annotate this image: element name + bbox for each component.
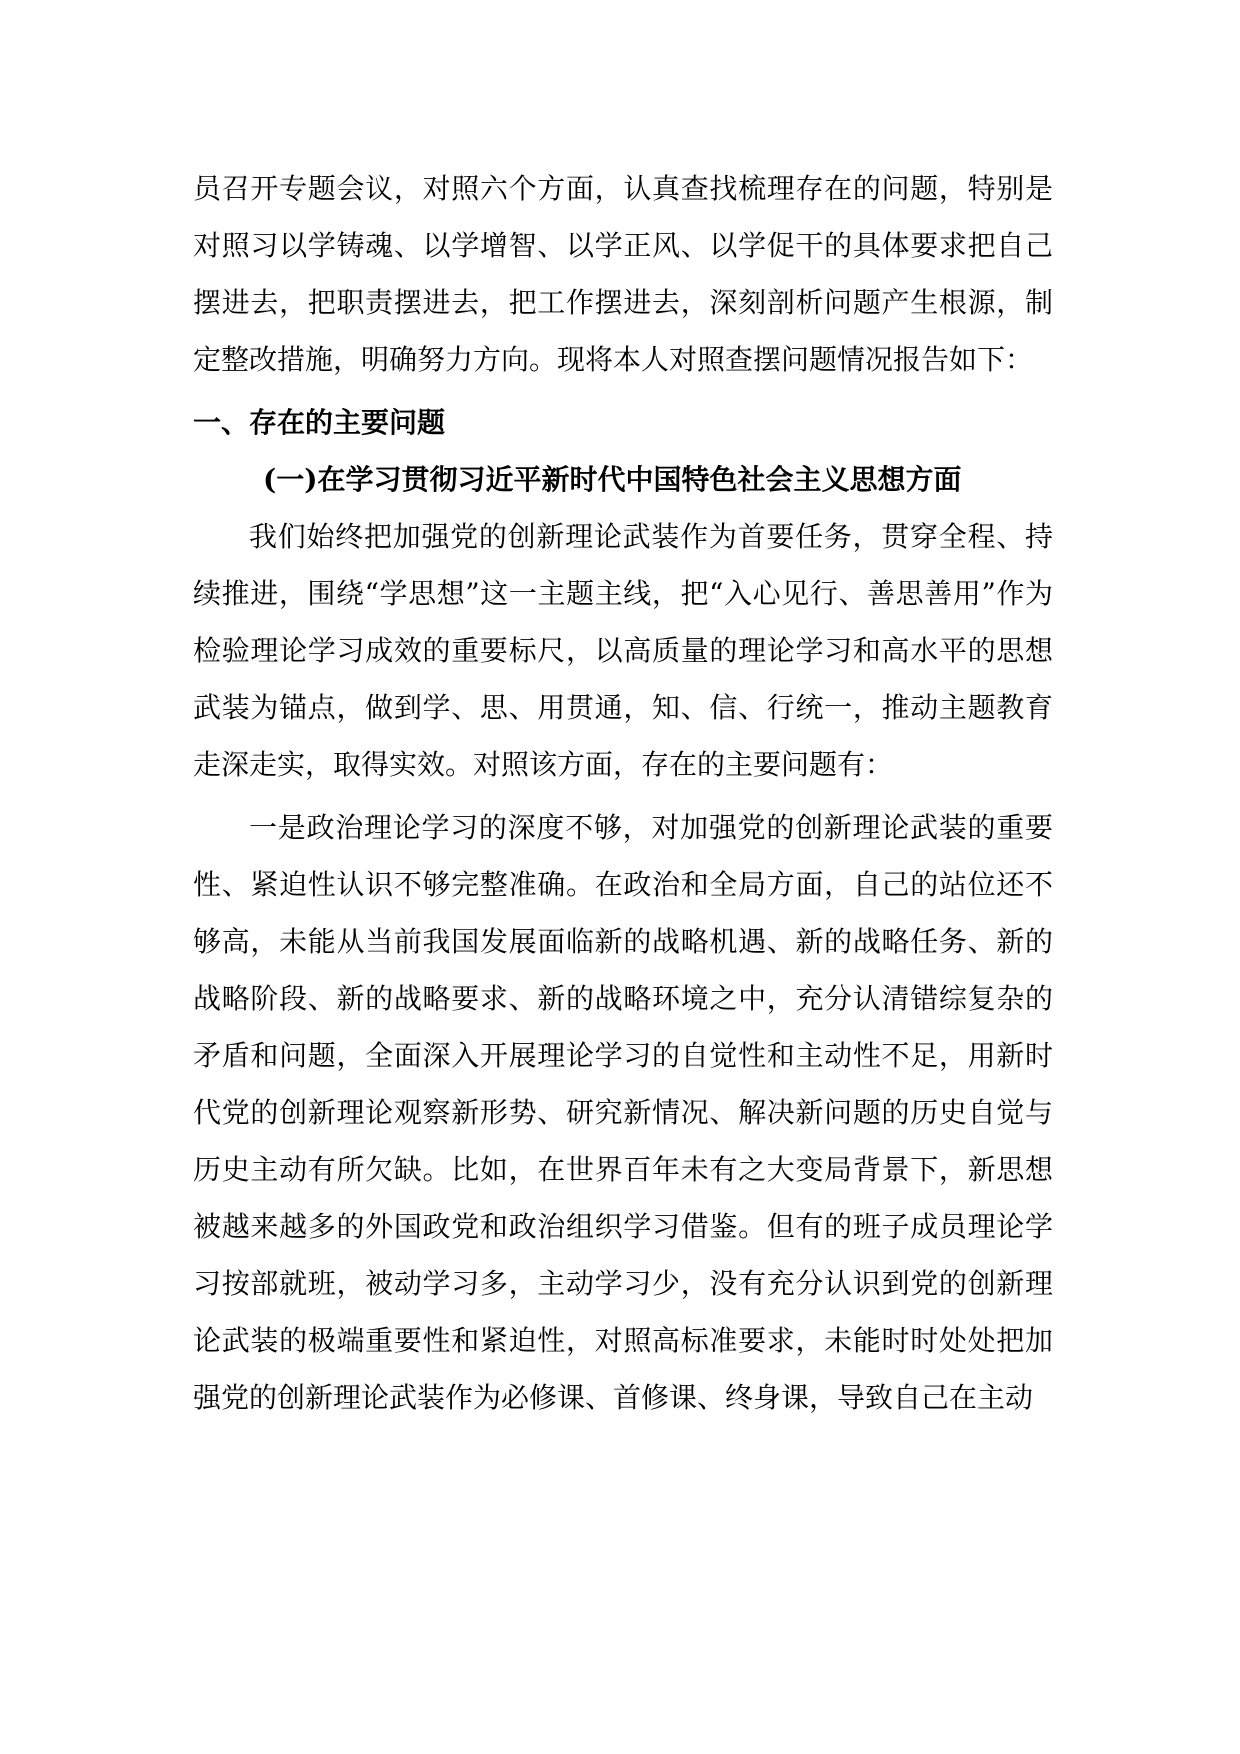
document-body — [193, 160, 1053, 1426]
subsection-heading: (一)在学习贯彻习近平新时代中国特色社会主义思想方面 — [263, 463, 962, 496]
body-paragraph-1: 我们始终把加强党的创新理论武装作为首要任务，贯穿全程、持续推进，围绕“学思想”这一主题主线，把“入心见行、善思善用”作为检验理论学习成效的重要标尺，以高质量的理论学习和高水平的思想武装为锚点，做到学、思、用贯通，知、信、行统一，推动主题教育走深走实，取得实效。对照该方面，存在的主要问题有： — [193, 520, 1053, 781]
body-paragraph-2: 一是政治理论学习的深度不够，对加强党的创新理论武装的重要性、紧迫性认识不够完整准确。在政治和全局方面，自己的站位还不够高，未能从当前我国发展面临新的战略机遇、新的战略任务、新的战略阶段、新的战略要求、新的战略环境之中，充分认清错综复杂的矛盾和问题，全面深入开展理论学习的自觉性和主动性不足，用新时代党的创新理论观察新形势、研究新情况、解决新问题的历史自觉与历史主动有所欠缺。比如，在世界百年未有之大变局背景下，新思想被越来越多的外国政党和政治组织学习借鉴。但有的班子成员理论学习按部就班，被动学习多，主动学习少，没有充分认识到党的创新理论武装的极端重要性和紧迫性，对照高标准要求，未能时时处处把加强党的创新理论武装作为必修课、首修课、终身课，导致自己在主动 — [193, 811, 1053, 1414]
section-heading: 一、存在的主要问题 — [193, 406, 446, 439]
intro-paragraph: 员召开专题会议，对照六个方面，认真查找梳理存在的问题，特别是对照习以学铸魂、以学增智、以学正风、以学促干的具体要求把自己摆进去，把职责摆进去，把工作摆进去，深刻剖析问题产生根源，制定整改措施，明确努力方向。现将本人对照查摆问题情况报告如下： — [193, 172, 1053, 376]
